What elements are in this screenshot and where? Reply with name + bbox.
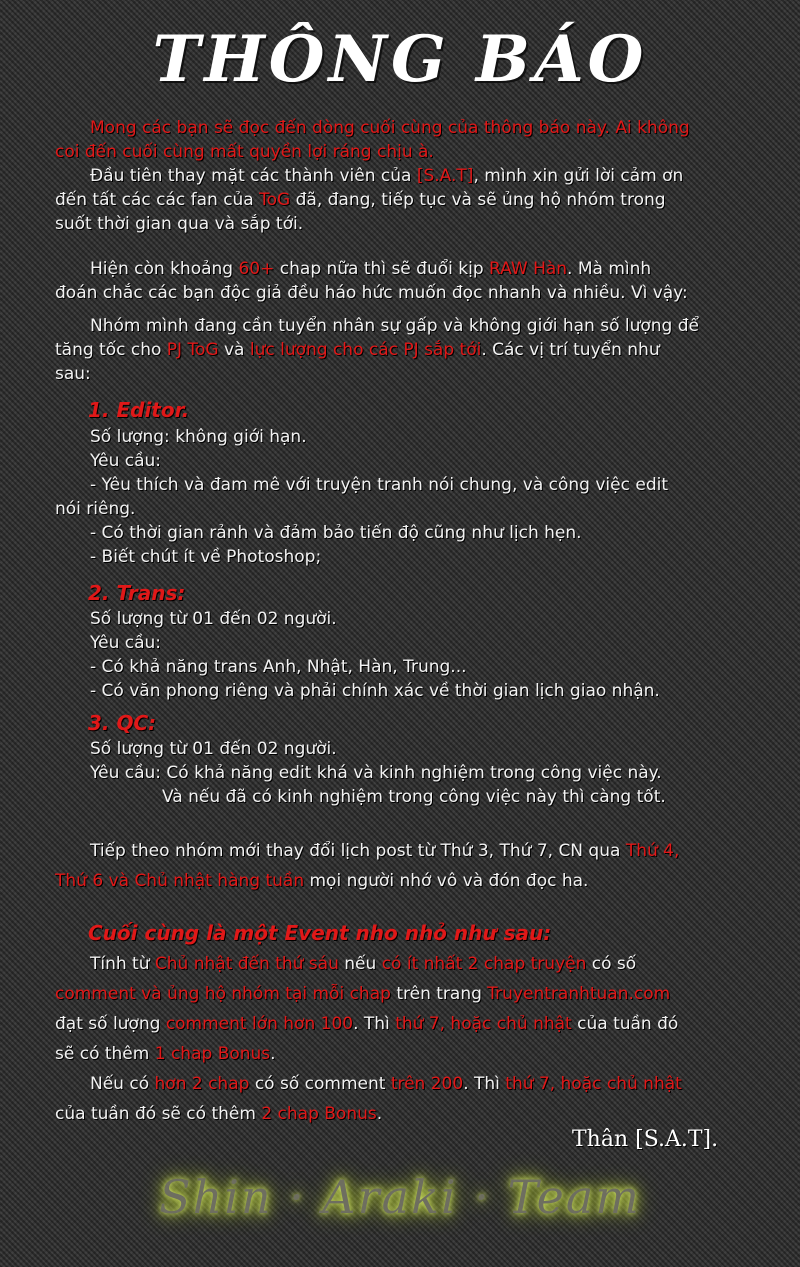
intro-line-4 [55,189,755,211]
event-heading: Cuối cùng là một Event nho nhỏ như sau: [88,921,552,945]
event-text: . [270,1044,276,1064]
editor-req-3: - Biết chút ít về Photoshop; [90,547,322,567]
intro-text: , mình xin gửi lời cảm ơn [473,166,684,186]
intro-line-3 [90,165,790,187]
event-line-6 [55,1103,755,1125]
chapter-count: 60+ [238,259,275,279]
future-projects: lực lượng cho các PJ sắp tới [249,340,482,360]
qc-heading: 3. QC: [88,711,157,735]
trans-qty: Số lượng từ 01 đến 02 người. [90,609,337,629]
intro-line-2: coi đến cuối cùng mất quyền lợi ráng chịu à. [55,142,434,162]
p2-line-2: đoán chắc các bạn độc giả đều háo hức muốn đọc nhanh và nhiều. Vì vậy: [55,283,688,303]
qc-qty: Số lượng từ 01 đến 02 người. [90,739,337,759]
schedule-line-1 [90,840,790,862]
p2-text: chap nữa thì sẽ đuổi kịp [274,259,490,279]
intro-line-5: suốt thời gian qua và sắp tới. [55,214,304,234]
event-text: đạt số lượng [55,1014,166,1034]
event-text: Tính từ [90,954,155,974]
event-condition: có ít nhất 2 chap truyện [381,954,587,974]
event-condition: comment lớn hơn 100 [165,1014,354,1034]
website-name: Truyentranhtuan.com [487,984,671,1004]
schedule-days: Thứ 4, [625,841,680,861]
p2-text: . Mà mình [567,259,652,279]
intro-line-1: Mong các bạn sẽ đọc đến dòng cuối cùng của thông báo này. Ai không [90,118,690,138]
intro-text: đến tất các các fan của [55,190,260,210]
event-text: có số comment [249,1074,391,1094]
event-condition: hơn 2 chap [154,1074,250,1094]
qc-req-2: Và nếu đã có kinh nghiệm trong công việc này thì càng tốt. [162,787,666,807]
p2-text: Hiện còn khoảng [90,259,239,279]
event-line-5 [90,1073,790,1095]
schedule-line-2 [55,870,755,892]
event-text: . Thì [353,1014,396,1034]
team-logo: Shin · Araki · Team [159,1170,641,1224]
event-text: có số [586,954,637,974]
editor-req-label: Yêu cầu: [90,451,162,471]
event-text: sẽ có thêm [55,1044,155,1064]
intro-text: Đầu tiên thay mặt các thành viên của [90,166,417,186]
event-text: của tuần đó [571,1014,679,1034]
trans-req-label: Yêu cầu: [90,633,162,653]
editor-req-2: - Có thời gian rảnh và đảm bảo tiến độ cũng như lịch hẹn. [90,523,582,543]
event-text: nếu [338,954,382,974]
bonus-day: thứ 7, hoặc chủ nhật [395,1014,572,1034]
page-title: THÔNG BÁO [152,22,648,97]
trans-req-1: - Có khả năng trans Anh, Nhật, Hàn, Trung... [90,657,467,677]
p3-line-1: Nhóm mình đang cần tuyển nhân sự gấp và không giới hạn số lượng để [90,316,699,336]
event-text: của tuần đó sẽ có thêm [55,1104,262,1124]
raw-source: RAW Hàn [489,259,568,279]
p3-line-2 [55,339,755,361]
editor-req-1: - Yêu thích và đam mê với truyện tranh nói chung, và công việc edit [90,475,669,495]
event-condition: comment và ủng hộ nhóm tại mỗi chap [55,984,391,1004]
bonus-reward: 1 chap Bonus [154,1044,271,1064]
schedule-text: mọi người nhớ vô và đón đọc ha. [304,871,589,891]
intro-text: đã, đang, tiếp tục và sẽ ủng hộ nhóm trong [290,190,666,210]
event-line-3 [55,1013,755,1035]
schedule-days: Thứ 6 và Chủ nhật hàng tuần [55,871,305,891]
signature: Thân [S.A.T]. [572,1127,719,1152]
event-line-4 [55,1043,755,1065]
bonus-reward: 2 chap Bonus [261,1104,377,1124]
group-name: [S.A.T] [416,166,474,186]
p2-line-1 [90,258,790,280]
event-text: Nếu có [90,1074,155,1094]
event-line-2 [55,983,755,1005]
p3-text: . Các vị trí tuyển như [481,340,660,360]
schedule-text: Tiếp theo nhóm mới thay đổi lịch post từ Thứ 3, Thứ 7, CN qua [90,841,626,861]
event-condition: trên 200 [390,1074,464,1094]
trans-req-2: - Có văn phong riêng và phải chính xác về thời gian lịch giao nhận. [90,681,660,701]
bonus-day: thứ 7, hoặc chủ nhật [505,1074,682,1094]
event-period: Chủ nhật đến thứ sáu [154,954,339,974]
project-name: PJ ToG [166,340,219,360]
editor-req-1-cont: nói riêng. [55,499,136,519]
project-name: ToG [259,190,291,210]
trans-heading: 2. Trans: [88,581,186,605]
event-text: . Thì [463,1074,506,1094]
event-line-1 [90,953,790,975]
event-text: . [376,1104,383,1124]
editor-heading: 1. Editor. [88,398,190,422]
p3-text: tăng tốc cho [55,340,167,360]
editor-qty: Số lượng: không giới hạn. [90,427,307,447]
qc-req-1: Yêu cầu: Có khả năng edit khá và kinh nghiệm trong công việc này. [90,763,662,783]
p3-text: và [218,340,250,360]
p3-line-3: sau: [55,364,91,384]
event-text: trên trang [390,984,488,1004]
